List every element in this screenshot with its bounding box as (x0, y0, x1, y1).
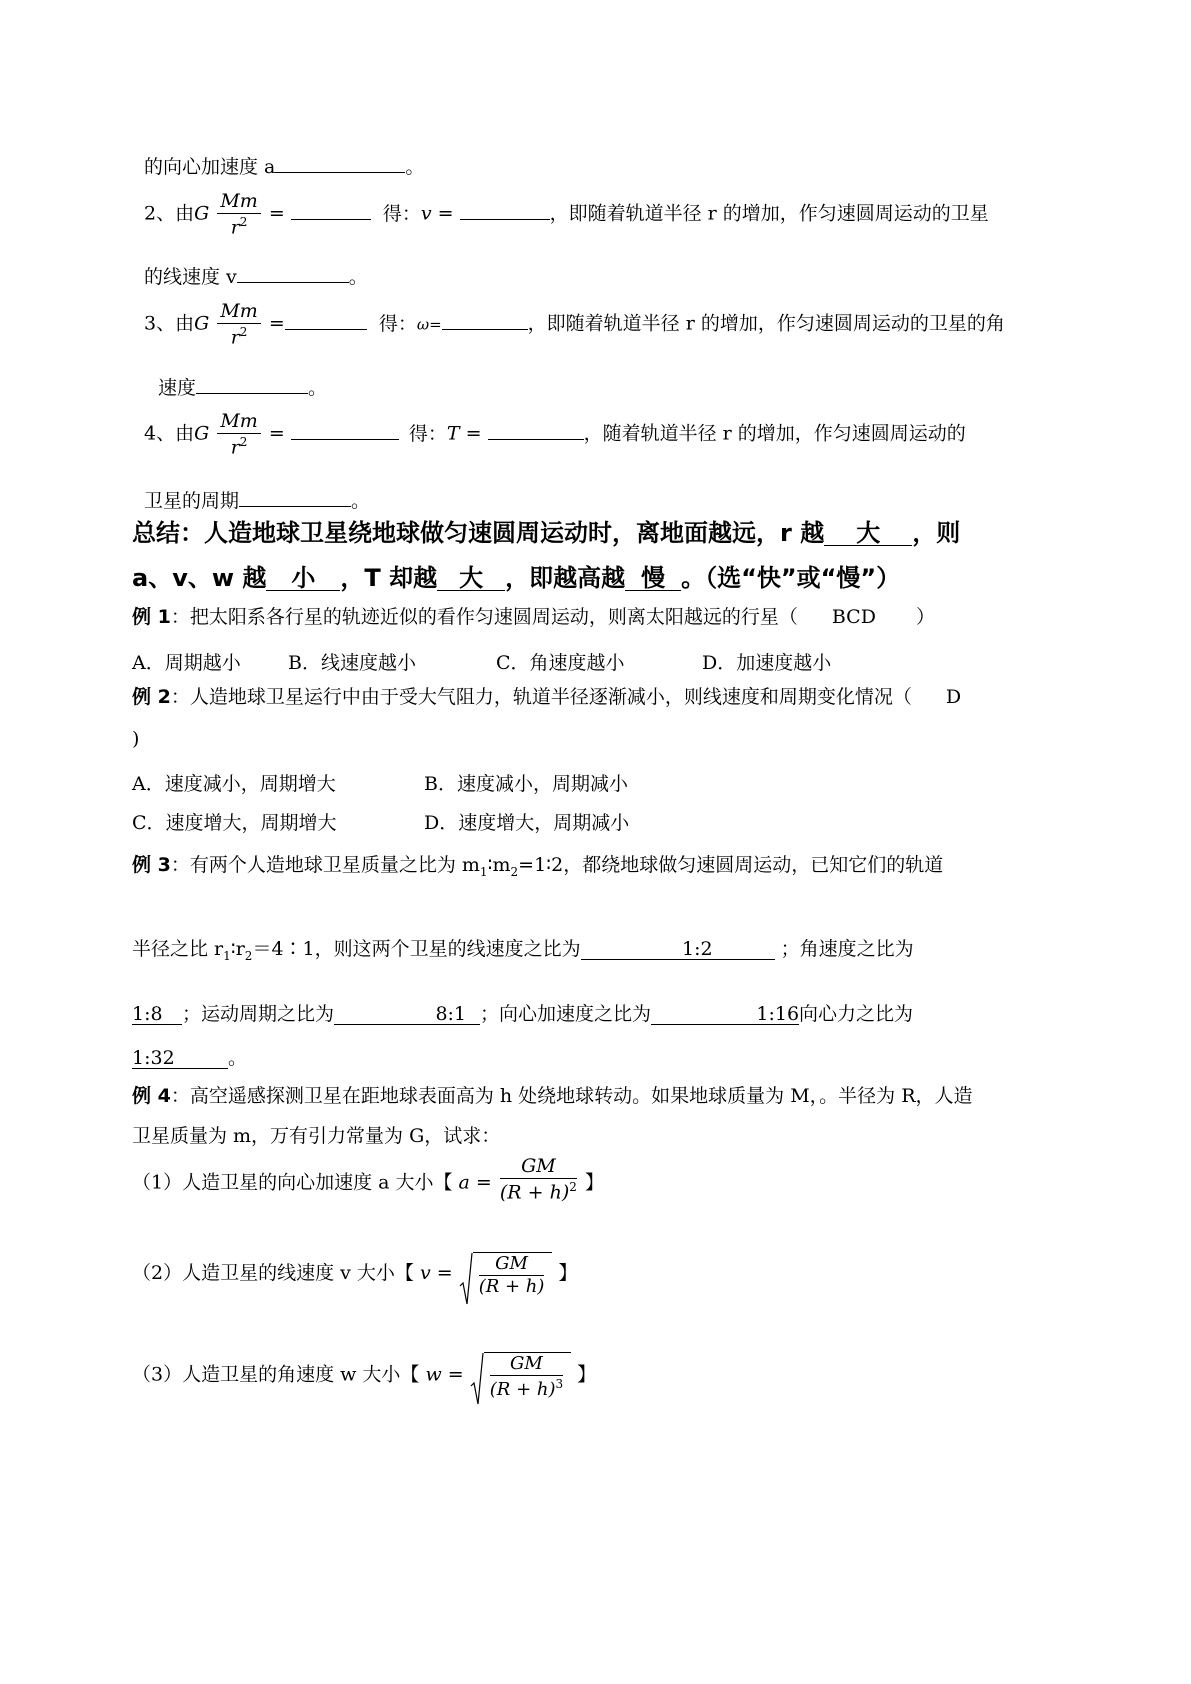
summary-text: 总结：人造地球卫星绕地球做匀速圆周运动时，离地面越远，r 越 (132, 519, 825, 547)
text: 2、由 (144, 202, 195, 225)
answer: D (945, 686, 962, 708)
blank (291, 199, 371, 220)
fraction-GM-Rh2 (500, 1157, 577, 1202)
exponent: 2 (239, 325, 248, 339)
line-angular-speed (158, 373, 327, 398)
text: （2）人造卫星的线速度 v 大小【 (132, 1262, 414, 1284)
numerator: Mm (217, 192, 260, 214)
blank (488, 419, 584, 440)
symbol-G: G (194, 312, 210, 335)
equals: = (268, 312, 285, 335)
text: ：高空遥感探测卫星在距地球表面高为 h 处绕地球转动。如果地球质量为 M，。半径为 R，人造 (170, 1085, 973, 1107)
example-label: 例 4 (132, 1085, 171, 1107)
answer-text: 8:1 (435, 1003, 467, 1025)
example-2 (132, 688, 961, 707)
denominator: (R + h) (478, 1276, 545, 1297)
text: ＝4∶1，则这两个卫星的线速度之比为 (252, 938, 581, 960)
blank (237, 262, 349, 283)
option: B．速度减小，周期减小 (424, 773, 628, 795)
symbol-G: G (194, 202, 210, 225)
text: （3）人造卫星的角速度 w 大小【 (132, 1363, 420, 1386)
denominator: (R + h) (499, 1181, 570, 1204)
line-linear-speed (144, 262, 368, 287)
fraction-Mm-r2 (217, 192, 260, 237)
line-period (144, 486, 370, 511)
example-3-line-3 (132, 1005, 913, 1025)
text: 的线速度 v (144, 265, 237, 288)
answer (824, 521, 912, 546)
numerator: GM (500, 1157, 577, 1179)
question-2 (144, 192, 989, 237)
blank (275, 152, 405, 173)
text: 向心力之比为 (799, 1003, 914, 1025)
numerator: GM (479, 1255, 545, 1276)
text: ：有两个人造地球卫星质量之比为 m (170, 854, 480, 876)
symbol-v: v (419, 1262, 431, 1284)
text: 得： (408, 422, 447, 445)
text: ；向心加速度之比为 (480, 1003, 652, 1025)
equals: = (465, 422, 482, 445)
text: 】 (577, 1363, 597, 1386)
denominator: r (230, 326, 240, 349)
text: 。 (405, 155, 425, 178)
subscript: 2 (244, 948, 253, 963)
example-4-line-1 (132, 1087, 973, 1106)
equals: = (268, 202, 285, 225)
equals: = (475, 1171, 492, 1194)
text: ，随着轨道半径 r 的增加，作匀速圆周运动的 (583, 422, 966, 445)
option: A．速度减小，周期增大 (132, 773, 336, 795)
example-4-line-2 (132, 1127, 500, 1146)
example-2-close (132, 730, 139, 749)
example-4-part-3 (132, 1352, 596, 1399)
example-3-line-1 (132, 856, 943, 878)
fraction-Mm-r2 (217, 302, 260, 347)
answer-text: 大 (856, 519, 881, 547)
example-4-part-2 (132, 1252, 577, 1296)
example-3-line-2 (132, 940, 914, 962)
option: D．加速度越小 (702, 652, 832, 674)
blank (460, 199, 550, 220)
text: 3、由 (144, 312, 195, 335)
blank (442, 309, 528, 330)
blank (196, 373, 308, 394)
example-3-line-4 (132, 1049, 247, 1069)
text: 速度 (158, 376, 197, 399)
summary-text: ，即越高越 (505, 564, 626, 592)
text: 。 (348, 265, 368, 288)
text: ) (132, 728, 140, 750)
text: 4、由 (144, 422, 195, 445)
answer-acceleration-ratio (651, 1005, 799, 1025)
denominator: r (230, 436, 240, 459)
option: A．周期越小 (132, 652, 241, 674)
answer-period-ratio (334, 1005, 480, 1025)
option: D．速度增大，周期减小 (424, 812, 630, 834)
text: 的向心加速度 a (144, 155, 276, 178)
text: 得： (378, 312, 417, 335)
text: ∶m (487, 854, 511, 876)
text: 。 (308, 376, 328, 399)
option: C．速度增大，周期增大 (132, 812, 337, 834)
answer-linear-speed-ratio (581, 940, 775, 960)
text: ：把太阳系各行星的轨迹近似的看作匀速圆周运动，则离太阳越远的行星（ (170, 606, 798, 628)
symbol-a: a (458, 1171, 470, 1194)
answer-force-ratio (132, 1049, 228, 1069)
example-label: 例 2 (132, 686, 171, 708)
question-3 (144, 302, 1005, 347)
symbol-omega: ω= (416, 315, 442, 334)
equals: = (447, 1363, 464, 1386)
summary-text: ，则 (912, 519, 961, 547)
summary-line-2 (132, 566, 900, 591)
text: ：人造地球卫星运行中由于受大气阻力，轨道半径逐渐减小，则线速度和周期变化情况（ (170, 686, 912, 708)
answer-text: 1:8 (132, 1003, 163, 1025)
text: ，即随着轨道半径 r 的增加，作匀速圆周运动的卫星 (549, 202, 989, 225)
text: ） (915, 606, 935, 628)
equals: = (436, 1262, 453, 1284)
text: ；运动周期之比为 (182, 1003, 335, 1025)
symbol-G: G (194, 422, 210, 445)
question-4 (144, 412, 966, 457)
denominator: r (230, 216, 240, 239)
summary-text: 。（选“快”或“慢”） (681, 564, 901, 592)
radical-sign (459, 1252, 473, 1306)
option: C．角速度越小 (496, 652, 625, 674)
symbol-v: v (420, 202, 432, 225)
example-1 (132, 608, 935, 627)
text: 。 (228, 1047, 248, 1069)
exponent: 2 (239, 435, 248, 449)
answer-text: 小 (291, 564, 316, 592)
text: 得： (382, 202, 421, 225)
text: ∶r (230, 938, 245, 960)
equals: = (268, 422, 285, 445)
subscript: 1 (223, 948, 231, 963)
denominator: (R + h) (489, 1379, 556, 1400)
text: 。 (351, 489, 371, 512)
square-root (459, 1252, 553, 1296)
answer-text: 1:2 (682, 938, 713, 960)
text: 】 (584, 1171, 604, 1194)
answer-text: 1:32 (132, 1047, 175, 1069)
equals: = (437, 202, 454, 225)
text: 卫星的周期 (144, 489, 240, 512)
answer: BCD (831, 606, 876, 628)
example-4-part-1 (132, 1155, 604, 1204)
summary-text: a、v、w 越 (132, 564, 267, 592)
symbol-T: T (446, 422, 460, 445)
text: 卫星质量为 m，万有引力常量为 G，试求： (132, 1125, 501, 1147)
text: ；角速度之比为 (780, 938, 914, 960)
numerator: Mm (217, 412, 260, 434)
answer (437, 566, 505, 591)
example-label: 例 3 (132, 854, 171, 876)
text: 】 (558, 1262, 578, 1284)
square-root (470, 1352, 571, 1399)
text: ，即随着轨道半径 r 的增加，作匀速圆周运动的卫星的角 (527, 312, 1005, 335)
exponent: 2 (239, 215, 248, 229)
fraction-GM-Rh3 (490, 1355, 563, 1399)
text: 半径之比 r (132, 938, 224, 960)
answer-angular-speed-ratio (132, 1005, 182, 1025)
answer-text: 慢 (641, 564, 666, 592)
example-label: 例 1 (132, 606, 171, 628)
fraction-Mm-r2 (217, 412, 260, 457)
subscript: 1 (479, 864, 488, 879)
answer (266, 566, 340, 591)
answer-text: 大 (459, 564, 484, 592)
answer-text: 1:16 (756, 1003, 800, 1025)
numerator: GM (490, 1355, 563, 1376)
symbol-w: w (425, 1363, 442, 1386)
blank (239, 486, 351, 507)
blank (291, 419, 399, 440)
fraction-GM-Rh (479, 1255, 545, 1296)
answer (625, 566, 681, 591)
text: （1）人造卫星的向心加速度 a 大小【 (132, 1171, 453, 1194)
subscript: 2 (510, 864, 519, 879)
numerator: Mm (217, 302, 260, 324)
line-centripetal-acceleration (144, 152, 424, 177)
summary-line-1 (132, 521, 960, 546)
exponent: 3 (555, 1377, 564, 1391)
exponent: 2 (569, 1180, 577, 1194)
radical-sign (470, 1352, 484, 1406)
text: =1∶2，都绕地球做匀速圆周运动，已知它们的轨道 (518, 854, 944, 876)
summary-text: ，T 却越 (340, 564, 438, 592)
blank (285, 309, 367, 330)
option: B．线速度越小 (288, 652, 416, 674)
